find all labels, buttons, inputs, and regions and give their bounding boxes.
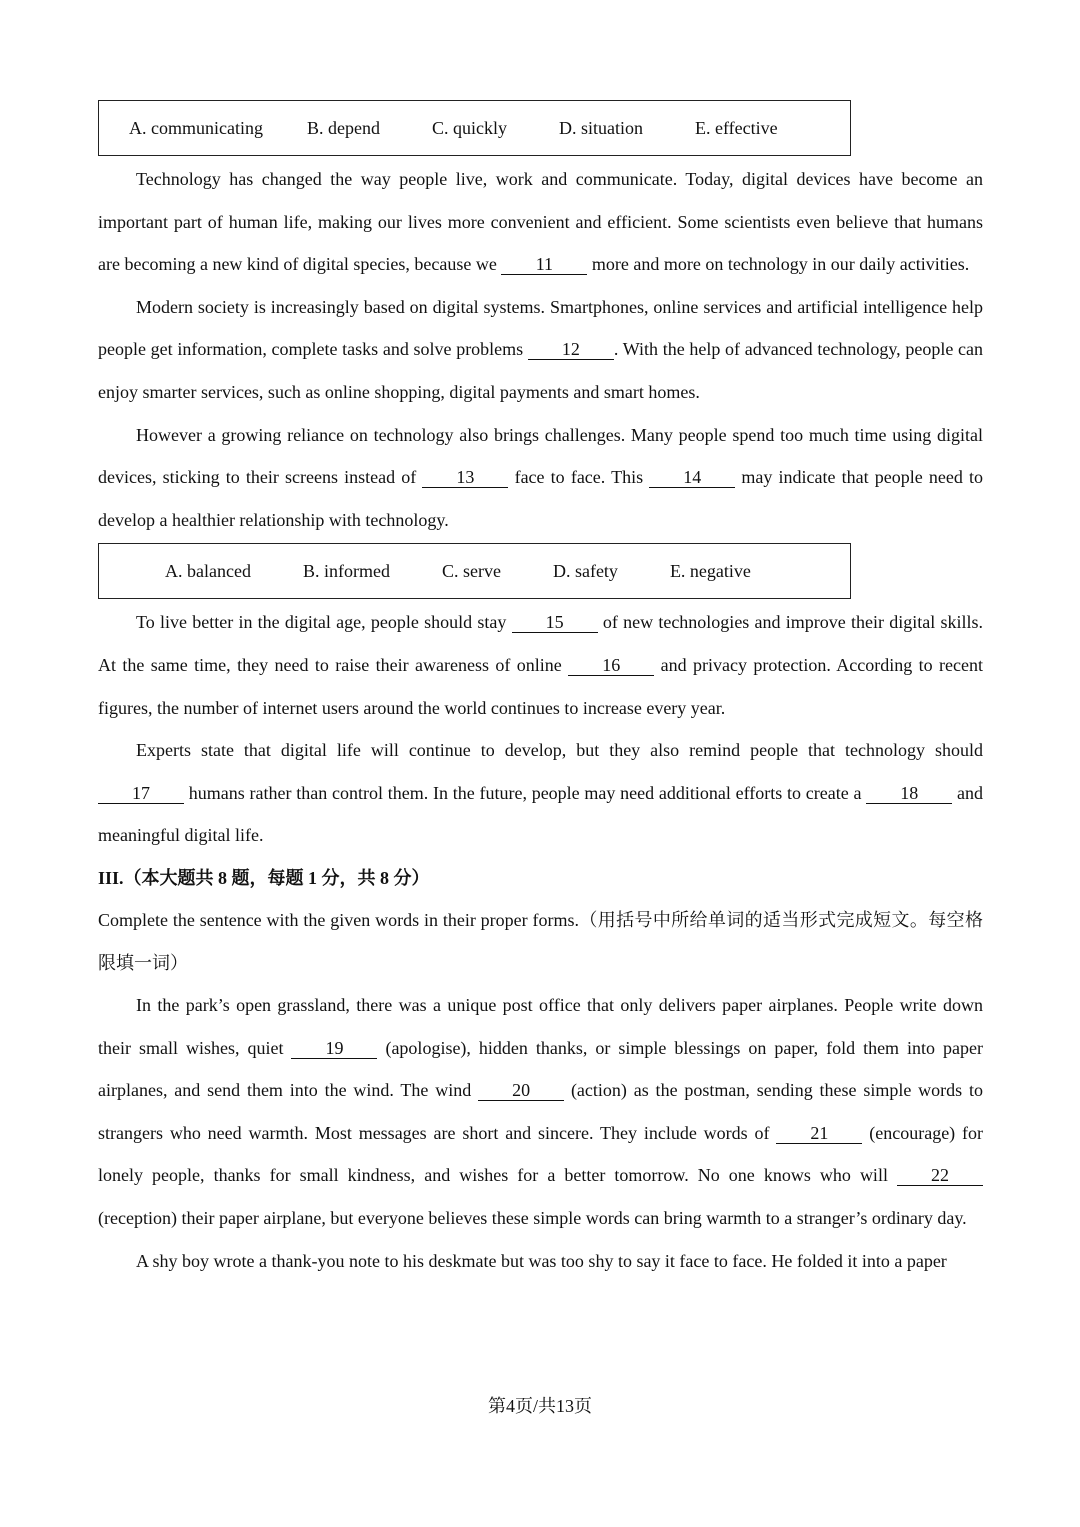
paragraph-text: (apologise), hidden thanks, or simple blessings on paper, fold them into paper airplanes, and send them into the wind. The wind [98, 1037, 984, 1101]
paragraph [98, 286, 983, 414]
word-bank-box-2 [98, 543, 851, 599]
answer-blank[interactable]: 18 [866, 783, 952, 804]
paragraph-text: To live better in the digital age, people should stay [136, 612, 507, 633]
paragraph [98, 984, 983, 1240]
word-option: D. safety [552, 560, 618, 581]
answer-blank[interactable]: 15 [512, 612, 598, 633]
word-option: C. quickly [431, 117, 507, 138]
paragraph-text: and privacy protection. According to recent figures, the number of internet users around the world continues to increase every year. [98, 654, 983, 718]
paragraph [98, 601, 983, 729]
answer-blank[interactable]: 13 [422, 467, 508, 488]
word-bank-box-1 [98, 100, 851, 156]
word-option: A. communicating [129, 117, 263, 138]
paragraph-text: may indicate that people need to develop a healthier relationship with technology. [98, 467, 984, 530]
paragraph-text: face to face. This [514, 467, 644, 488]
paragraph-text: (reception) their paper airplane, but everyone believes these simple words can bring warmth to a stranger’s ordinary day. [98, 1208, 967, 1229]
paragraph [98, 414, 983, 542]
word-option: E. effective [694, 117, 778, 138]
answer-blank[interactable]: 12 [528, 339, 614, 360]
paragraph [98, 729, 983, 857]
word-option: B. depend [306, 117, 380, 138]
page-content [98, 100, 983, 1282]
section-title: III.（本大题共 8 题，每题 1 分，共 8 分） [98, 867, 430, 888]
answer-blank[interactable]: 17 [98, 783, 184, 804]
answer-blank[interactable]: 20 [478, 1080, 564, 1101]
paragraph-text: humans rather than control them. In the future, people may need additional efforts to create a [188, 782, 862, 803]
answer-blank[interactable]: 11 [501, 254, 587, 275]
answer-blank[interactable]: 19 [291, 1038, 377, 1059]
paragraph-text: . With the help of advanced technology, people can enjoy smarter services, such as online shopping, digital payments and smart homes. [98, 339, 983, 402]
paragraph: A shy boy wrote a thank-you note to his deskmate but was too shy to say it face to face. He folded it into a paper [136, 1250, 947, 1271]
page-number: 第4页/共13页 [487, 1396, 592, 1416]
paragraph-text: Technology has changed the way people live, work and communicate. Today, digital devices have become an important part of human life, making our lives more convenient and efficient. Some scientists even believe that humans are becoming a new kind of digital species, because we [98, 169, 983, 275]
paragraph-text: and meaningful digital life. [98, 782, 984, 846]
paragraph-text: Experts state that digital life will continue to develop, but they also remind people that technology should [136, 740, 983, 761]
word-option: E. negative [669, 560, 751, 581]
word-option: C. serve [441, 560, 501, 581]
section-instruction: Complete the sentence with the given words in their proper forms.（用括号中所给单词的适当形式完成短文。每空格限填一词） [98, 909, 983, 973]
answer-blank[interactable]: 21 [776, 1123, 862, 1144]
word-option: B. informed [302, 560, 390, 581]
paragraph-text: of new technologies and improve their digital skills. At the same time, they need to raise their awareness of online [98, 612, 983, 675]
paragraph-text: (encourage) for lonely people, thanks for small kindness, and wishes for a better tomorrow. No one knows who will [98, 1122, 984, 1186]
paragraph-text: Modern society is increasingly based on digital systems. Smartphones, online services and artificial intelligence help people get information, complete tasks and solve problems [98, 296, 983, 360]
paragraph-text: In the park’s open grassland, there was a unique post office that only delivers paper airplanes. People write down their small wishes, quiet [98, 995, 983, 1058]
answer-blank[interactable]: 22 [897, 1165, 983, 1186]
paragraph-text: However a growing reliance on technology also brings challenges. Many people spend too much time using digital devices, sticking to their screens instead of [98, 424, 983, 488]
paragraph [98, 158, 983, 286]
answer-blank[interactable]: 14 [649, 467, 735, 488]
word-option: A. balanced [165, 560, 251, 581]
paragraph-text: (action) as the postman, sending these simple words to strangers who need warmth. Most messages are short and sincere. They include words of [98, 1080, 984, 1143]
answer-blank[interactable]: 16 [568, 655, 654, 676]
paragraph-text: more and more on technology in our daily activities. [591, 254, 970, 275]
word-option: D. situation [558, 117, 643, 138]
